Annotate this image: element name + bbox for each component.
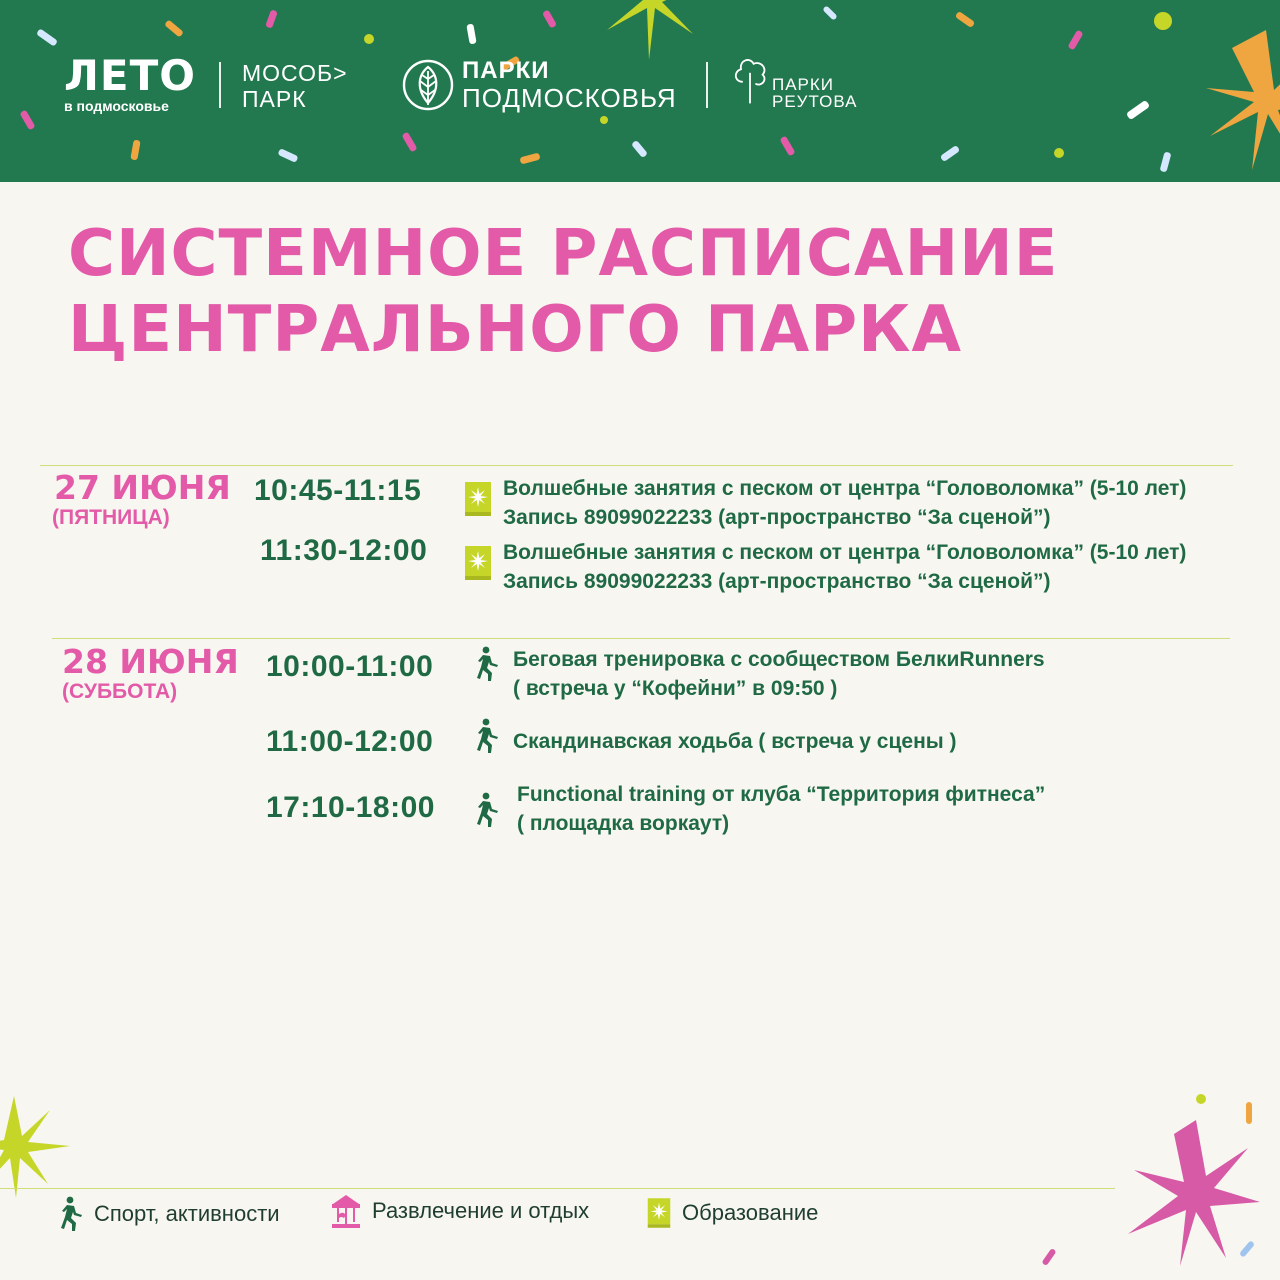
logo-reutov-line1: ПАРКИ: [772, 75, 835, 94]
leaf-icon: [402, 59, 454, 111]
legend-item-sport: [60, 1196, 280, 1232]
confetti-decoration: [401, 132, 417, 153]
event-details: ( встреча у “Кофейни” в 09:50 ): [513, 677, 838, 700]
logo-leto-subtitle: в подмосковье: [64, 98, 169, 114]
legend-label: Образование: [682, 1200, 819, 1225]
confetti-decoration: [519, 153, 540, 165]
event-description: [517, 780, 1045, 838]
confetti-decoration: [130, 140, 140, 161]
day-date-block: [62, 644, 239, 704]
page-title-line2: ЦЕНТРАЛЬНОГО ПАРКА: [68, 293, 962, 367]
day-date: 28 ИЮНЯ: [62, 642, 239, 681]
logo-parki-line1: ПАРКИ: [462, 57, 550, 84]
sport-icon: [476, 646, 500, 682]
day-divider: [40, 465, 1233, 466]
legend-label: Развлечение и отдых: [372, 1198, 590, 1223]
event-time: 11:30-12:00: [260, 534, 428, 567]
logo-mosobpark: [242, 60, 348, 112]
logo-parki-reutova: [732, 52, 857, 110]
confetti-decoration: [265, 9, 278, 28]
confetti-decoration: [631, 140, 648, 158]
confetti-decoration: [940, 145, 960, 162]
day-divider: [52, 638, 1230, 639]
sport-icon: [476, 718, 500, 754]
logo-divider: [219, 62, 221, 108]
starburst-decoration: [1196, 20, 1280, 180]
confetti-decoration: [36, 28, 58, 46]
starburst-decoration: [0, 1090, 70, 1200]
dot-decoration: [600, 116, 608, 124]
confetti-decoration: [1067, 30, 1083, 51]
event-time: 11:00-12:00: [266, 725, 434, 758]
confetti-decoration: [466, 24, 476, 45]
confetti-decoration: [19, 110, 35, 131]
logo-leto-title: ЛЕТО: [64, 51, 196, 100]
logo-parki-podmoskovya: [402, 58, 677, 112]
confetti-decoration: [1246, 1102, 1252, 1124]
event-description: [503, 538, 1186, 596]
confetti-decoration: [955, 11, 975, 28]
starburst-decoration: [1110, 1112, 1260, 1272]
confetti-decoration: [779, 136, 795, 157]
logo-mosobpark-line2: ПАРК: [242, 86, 307, 112]
confetti-decoration: [1041, 1248, 1056, 1266]
logo-divider: [706, 62, 708, 108]
logo-leto: [64, 51, 196, 114]
logo-parki-line2: ПОДМОСКОВЬЯ: [462, 83, 677, 113]
logo-mosobpark-line1: МОСОБ>: [242, 60, 348, 86]
event-details: ( площадка воркаут): [517, 812, 730, 835]
education-icon: [463, 480, 493, 518]
sport-icon: [60, 1196, 84, 1232]
page-title: [68, 216, 1058, 368]
header-banner: [0, 0, 1280, 182]
dot-decoration: [1054, 148, 1064, 158]
legend-item-entertainment: [330, 1192, 589, 1230]
day-date: 27 ИЮНЯ: [54, 468, 231, 507]
confetti-decoration: [542, 9, 557, 28]
event-description: [513, 645, 1045, 703]
confetti-decoration: [1126, 100, 1150, 120]
tree-icon: [732, 52, 768, 108]
event-title: Беговая тренировка с сообществом БелкиRunners: [513, 648, 1045, 671]
page-title-line1: СИСТЕМНОЕ РАСПИСАНИЕ: [68, 217, 1059, 291]
event-description: [513, 727, 957, 756]
event-time: 10:00-11:00: [266, 650, 434, 683]
dot-decoration: [1154, 12, 1172, 30]
event-description: [503, 474, 1186, 532]
event-title: Волшебные занятия с песком от центра “Головоломка” (5-10 лет): [503, 477, 1187, 500]
dot-decoration: [1196, 1094, 1206, 1104]
day-date-block: [54, 470, 231, 530]
event-time: 17:10-18:00: [266, 791, 435, 824]
event-title: Functional training от клуба “Территория фитнеса”: [517, 783, 1046, 806]
confetti-decoration: [1160, 151, 1172, 172]
confetti-decoration: [164, 19, 184, 37]
event-time: 10:45-11:15: [254, 474, 422, 507]
confetti-decoration: [277, 148, 298, 163]
event-details: Запись 89099022233 (арт-пространство “За сценой”): [503, 506, 1051, 529]
day-weekday: (СУББОТА): [62, 680, 178, 703]
carousel-icon: [330, 1192, 362, 1230]
logo-reutov-line2: РЕУТОВА: [772, 92, 858, 111]
confetti-decoration: [822, 5, 838, 21]
event-title: Скандинавская ходьба ( встреча у сцены ): [513, 730, 957, 753]
sport-icon: [476, 792, 500, 828]
legend-divider: [0, 1188, 1115, 1189]
education-icon: [646, 1196, 672, 1230]
education-icon: [463, 544, 493, 582]
legend-label: Спорт, активности: [94, 1201, 280, 1226]
legend-item-education: [646, 1196, 818, 1230]
dot-decoration: [364, 34, 374, 44]
event-details: Запись 89099022233 (арт-пространство “За сценой”): [503, 570, 1051, 593]
event-title: Волшебные занятия с песком от центра “Головоломка” (5-10 лет): [503, 541, 1187, 564]
day-weekday: (ПЯТНИЦА): [52, 506, 170, 529]
